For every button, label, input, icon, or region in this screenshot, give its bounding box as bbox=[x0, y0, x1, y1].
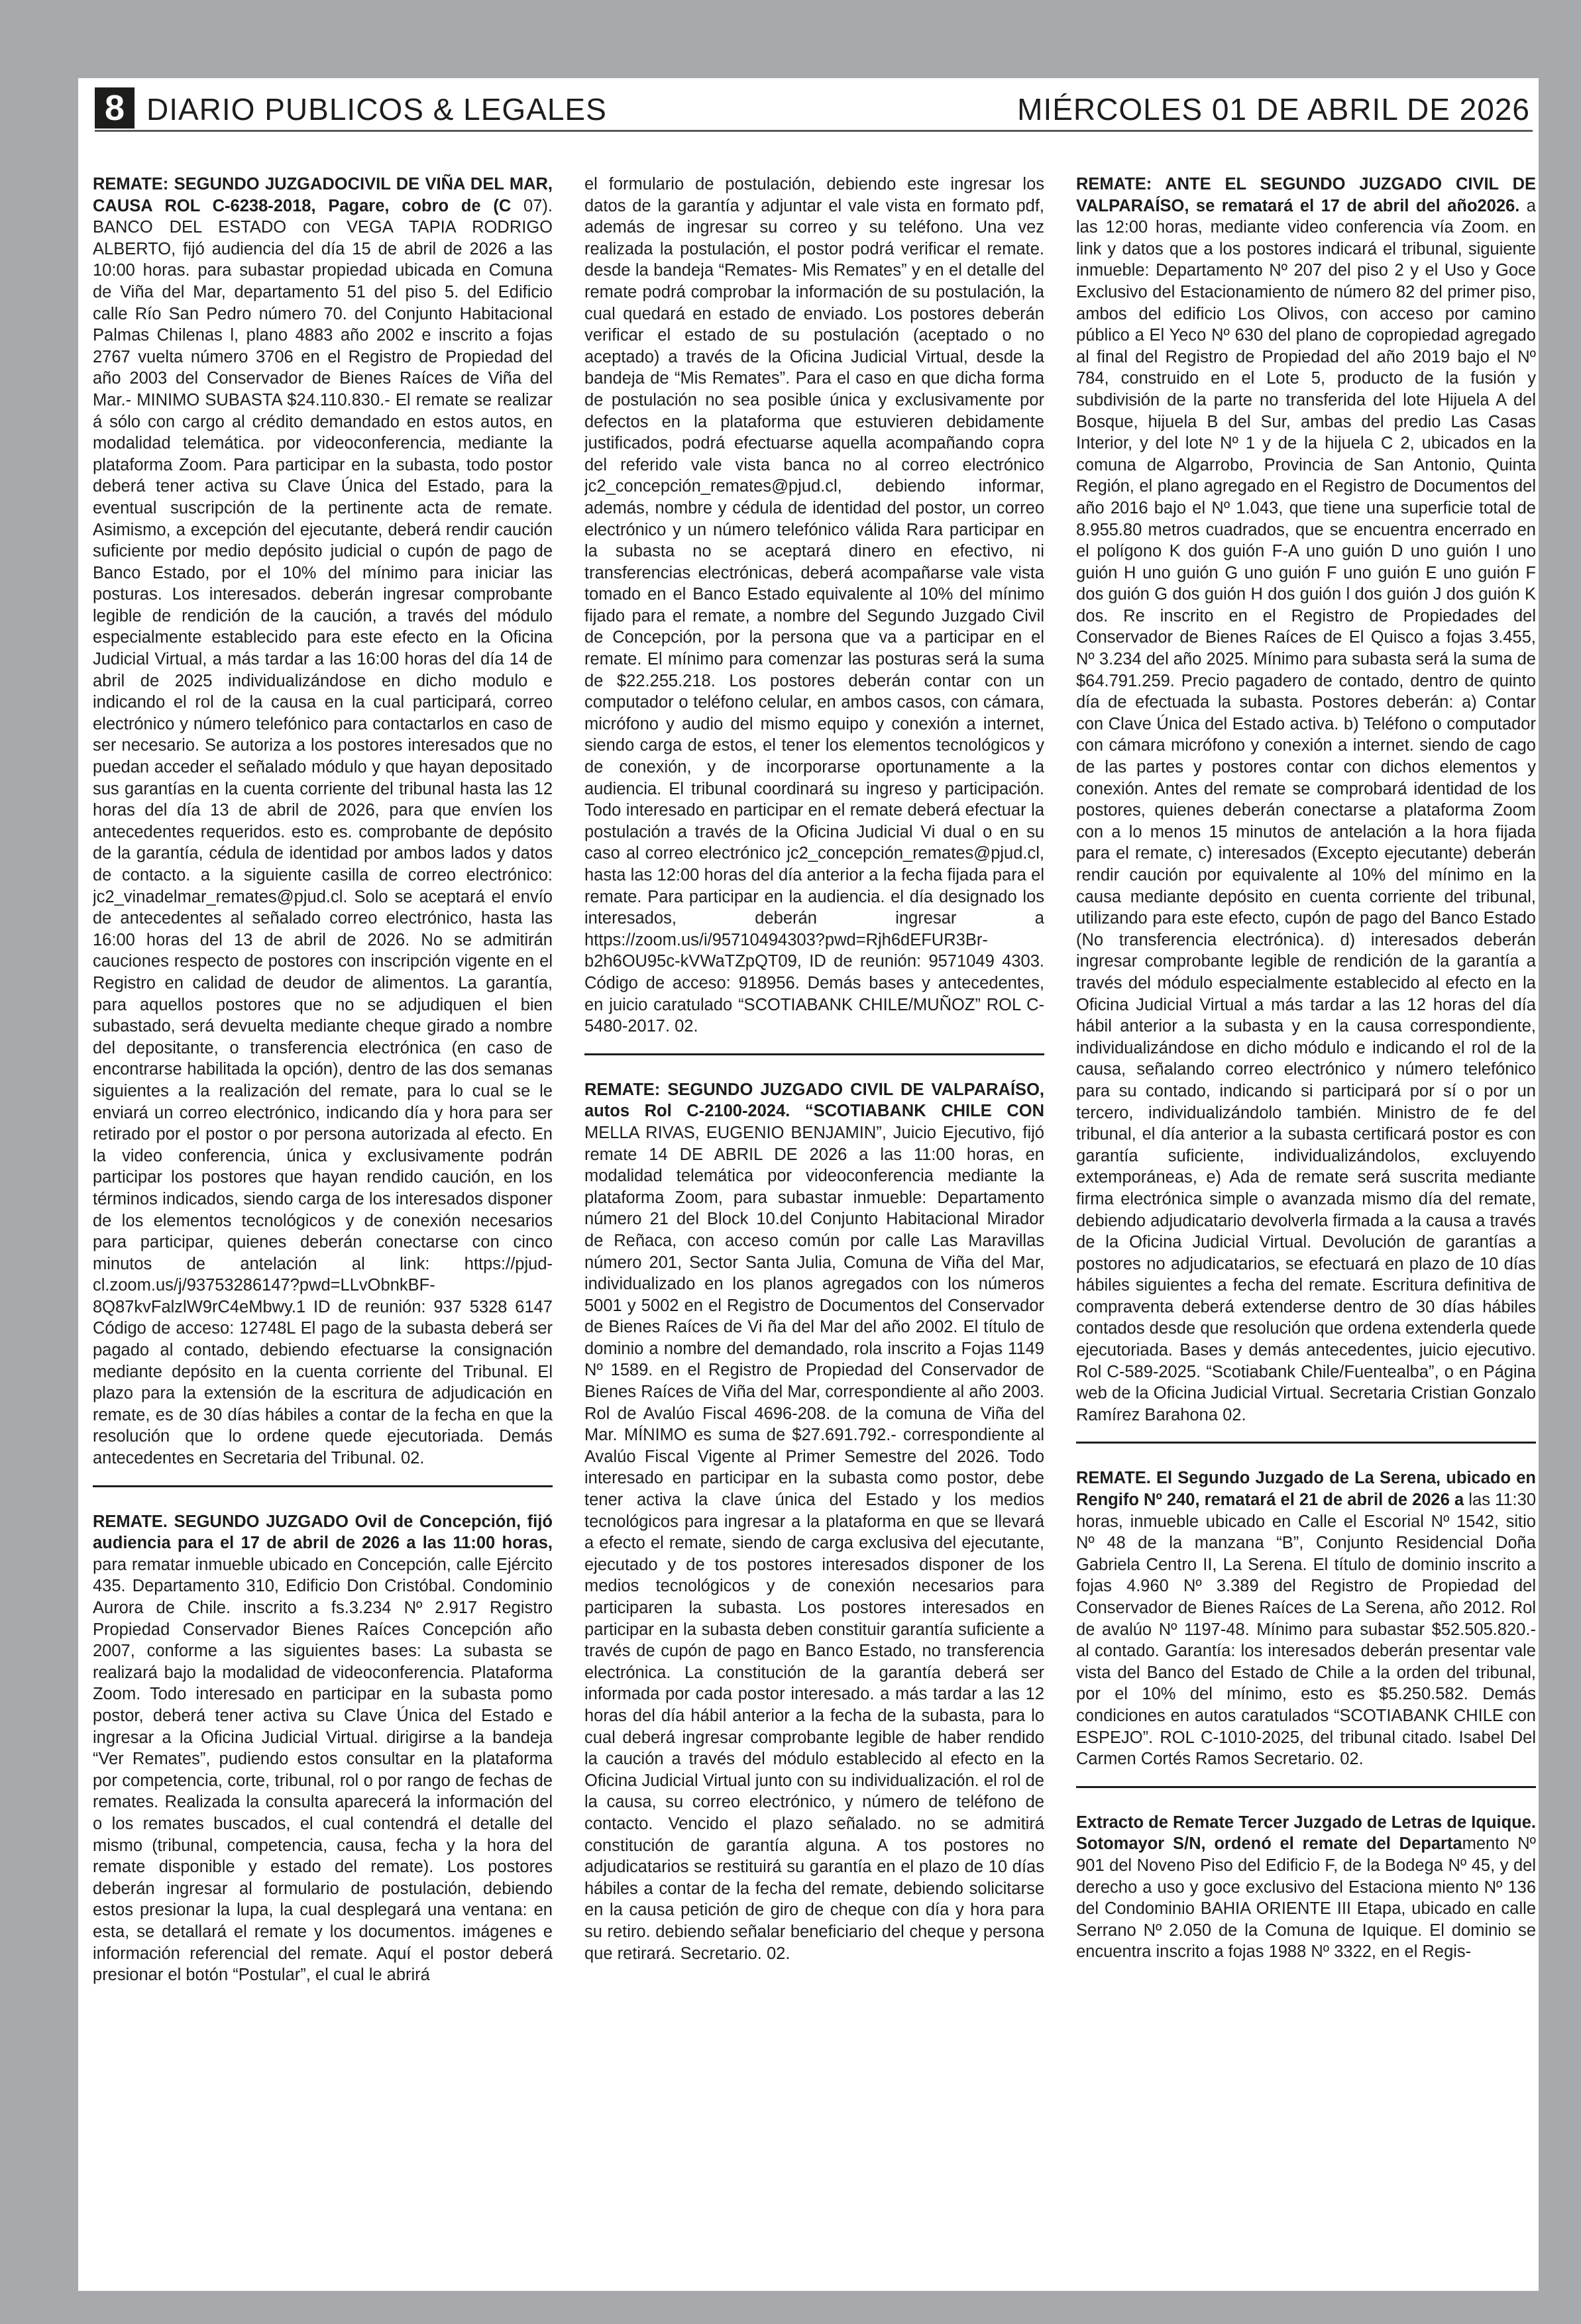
notice-heading: REMATE. El Segundo Juzgado de La Serena, ubicado en Rengifo Nº 240, rematará el 21 de abril de 2026 a bbox=[1076, 1469, 1536, 1510]
notice-text bbox=[93, 1511, 553, 1986]
notice-heading: REMATE: ANTE EL SEGUNDO JUZGADO CIVIL DE VALPARAÍSO, se rematará el 17 de abril del año2026. bbox=[1076, 175, 1536, 215]
notice-heading: REMATE: SEGUNDO JUZGADO CIVIL DE VALPARAÍSO, autos Rol C-2100-2024. “SCOTIABANK CHILE CON bbox=[584, 1080, 1044, 1121]
notice-body: a las 12:00 horas, mediante video conferencia vía Zoom. en link y datos que a los postores indicará el tribunal, siguiente inmueble: Departamento Nº 207 del piso 2 y el Uso y Goce Exclusivo del Estacionamiento de número 82 del primer piso, ambos del edificio Los Olivos, con acceso por camino público a El Yeco Nº 630 del plano de copropiedad agregado al final del Registro de Propiedad del año 2019 bajo el Nº 784, construido en el Lote 5, producto de la fusión y subdivisión de la parte no transferida del lote Hijuela A del Bosque, hijuela B del Sur, ambas del predio Las Casas Interior, y del lote Nº 1 y de la hijuela C 2, ubicados en la comuna de Algarrobo, Provincia de San Antonio, Quinta Región, el plano agregado en el Registro de Documentos del año 2016 bajo el Nº 1.043, que tiene una superficie total de 8.955.80 metros cuadrados, que se encuentra encerrado en el polígono K dos guión F-A uno guión D uno guión I uno guión H uno guión G uno guión F uno guión E uno guión F dos guión G dos guión H dos guión l dos guión J dos guión K dos. Re inscrito en el Registro de Propiedades del Conservador de Bienes Raíces de El Quisco a fojas 3.455, Nº 3.234 del año 2025. Mínimo para subasta será la suma de $64.791.259. Precio pagadero de contado, dentro de quinto día de efectuada la subasta. Postores deberán: a) Contar con Clave Única del Estado activa. b) Teléfono o computador con cámara micrófono y conexión a internet. siendo de cago de las partes y postores contar con dichos elementos y conexión. Antes del remate se comprobará identidad de los postores, quienes deberán conectarse a plataforma Zoom con a lo menos 15 minutos de antelación a la hora fijada para el remate, c) interesados (Excepto ejecutante) deberán rendir caución por equivalente al 10% del mínimo en la causa mediante depósito en cuenta corriente del tribunal, utilizando para este efecto, cupón de pago del Banco Estado (No transferencia electrónica). d) interesados deberán ingresar comprobante legible de rendición de la garantía a través del módulo especialmente establecido al efecto en la Oficina Judicial Virtual a más tardar a las 12 horas del día hábil anterior a la subasta y en la causa correspondiente, individualizándose en dicho módulo e indicando el rol de la causa, señalando correo electrónico y número telefónico para su contado, indicando si participará por sí o por un tercero, individualizándolo también. Ministro de fe del tribunal, el día anterior a la subasta certificará postor es con garantía suficiente, individualizándolos, excluyendo extemporáneas, e) Ada de remate será suscrita mediante firma electrónica simple o avanzada mismo día del remate, debiendo adjudicatario devolverla firmada a la causa a través de la Oficina Judicial Virtual. Devolución de garantías a postores no adjudicatarios, se efectuará en plazo de 10 días hábiles siguientes a fecha del remate. Escritura definitiva de compraventa deberá extenderse dentro de 30 días hábiles contados desde que resolución que ordena extenderla quede ejecutoriada. Bases y demás antecedentes, juicio ejecutivo. Rol C-589-2025. “Scotiabank Chile/Fuentealba”, o en Página web de la Oficina Judicial Virtual. Secretaria Cristian Gonzalo Ramírez Barahona 02. bbox=[1076, 196, 1536, 1424]
notice-text bbox=[93, 174, 553, 1469]
notice-iquique bbox=[1076, 1812, 1536, 1979]
notice-body: el formulario de postulación, debiendo este ingresar los datos de la garantía y adjuntar el vale vista en formato pdf, además de ingresar su correo y su teléfono. Una vez realizada la postulación, el postor podrá verificar el remate. desde la bandeja “Remates- Mis Remates” y en el detalle del remate podrá comprobar la información de su postulación, la cual quedará en estado de enviado. Los postores deberán verificar el estado de su postulación (aceptado o no aceptado) a través de la Oficina Judicial Virtual, desde la bandeja de “Mis Remates”. Para el caso en que dicha forma de postulación no sea posible única y exclusivamente por defectos en la plataforma que estuvieren debidamente justificados, podrá efectuarse aquella acompañando copra del referido vale vista banca no al correo electrónico jc2_concepción_remates@pjud.cl, debiendo informar, además, nombre y cédula de identidad del postor, un correo electrónico y un número telefónico válida Rara participar en la subasta no se aceptará dinero en efectivo, ni transferencias electrónicas, deberá acompañarse vale vista tomado en el Banco Estado equivalente al 10% del mínimo fijado para el remate, a nombre del Segundo Juzgado Civil de Concepción, por la persona que va a participar en el remate. El mínimo para comenzar las posturas será la suma de $22.255.218. Los postores deberán contar con un computador o teléfono celular, en ambos casos, con cámara, micrófono y audio del mismo equipo y conexión a internet, siendo carga de estos, el tener los elementos tecnológicos y de conexión, y de incorporarse oportunamente a la audiencia. El tribunal coordinará su ingreso y participación. Todo interesado en participar en el remate deberá efectuar la postulación a través de la Oficina Judicial Vi dual o en su caso al correo electrónico jc2_concepción_remates@pjud.cl, hasta las 12:00 horas del día anterior a la fecha fijada para el remate. Para participar en la audiencia. el día designado los interesados, deberán ingresar a https://zoom.us/i/95710494303?pwd=Rjh6dEFUR3Br-b2h6OU95c-kVWaTZpQT09, ID de reunión: 9571049 4303. Código de acceso: 918956. Demás bases y antecedentes, en juicio caratulado “SCOTIABANK CHILE/MUÑOZ” ROL C-5480-2017. 02. bbox=[584, 175, 1044, 1036]
notice-la-serena bbox=[1076, 1467, 1536, 1787]
page-header bbox=[95, 85, 1533, 132]
notice-heading: REMATE: SEGUNDO JUZGADOCIVIL DE VIÑA DEL MAR, CAUSA ROL C-6238-2018, Pagare, cobro de (C bbox=[93, 175, 553, 215]
notice-text bbox=[1076, 174, 1536, 1426]
notice-body: las 11:30 horas, inmueble ubicado en Calle el Escorial Nº 1542, sitio Nº 48 de la manzana “B”, Conjunto Residencial Doña Gabriela Centro II, La Serena. El título de dominio inscrito a fojas 4.960 Nº 3.389 del Registro de Propiedad del Conservador de Bienes Raíces de La Serena, año 2012. Rol de avalúo Nº 1197-48. Mínimo para subastar $52.505.820.- al contado. Garantía: los interesados deberán presentar vale vista del Banco del Estado de Chile a la orden del tribunal, por el 10% del mínimo, esto es $5.250.582. Demás condiciones en autos caratulados “SCOTIABANK CHILE con ESPEJO”. ROL C-1010-2025, del tribunal citado. Isabel Del Carmen Cortés Ramos Secretario. 02. bbox=[1076, 1491, 1536, 1769]
page-number: 8 bbox=[95, 87, 135, 129]
notice-text bbox=[584, 174, 1044, 1037]
notice-vina-del-mar-c6238 bbox=[93, 174, 553, 1487]
publication-name: DIARIO PUBLICOS & LEGALES bbox=[146, 92, 607, 127]
notice-body: 07). BANCO DEL ESTADO con VEGA TAPIA RODRIGO ALBERTO, fijó audiencia del día 15 de abril de 2026 a las 10:00 horas. para subastar propiedad ubicada en Comuna de Viña del Mar, departamento 51 del piso 5. del Edificio calle Río San Pedro número 70. del Conjunto Habitacional Palmas Chilenas l, plano 4883 año 2002 e inscrito a fojas 2767 vuelta número 3706 en el Registro de Propiedad del año 2003 del Conservador de Bienes Raíces de Viña del Mar.- MINIMO SUBASTA $24.110.830.- El remate se realizar á sólo con cargo al crédito demandado en estos autos, en modalidad telemática. por videoconferencia, mediante la plataforma Zoom. Para participar en la subasta, todo postor deberá tener activa su Clave Única del Estado, para la eventual suscripción de la pertinente acta de remate. Asimismo, a excepción del ejecutante, deberá rendir caución suficiente por medio depósito judicial o cupón de pago de Banco Estado, por el 10% del mínimo para iniciar las posturas. Los interesados. deberán ingresar comprobante legible de rendición de la caución, a través del módulo especialmente establecido para este efecto en la Oficina Judicial Virtual, a más tardar a las 16:00 horas del día 14 de abril de 2025 individualizándose en dicho modulo e indicando el rol de la causa en la cual participará, correo electrónico y número telefónico para contactarlos en caso de ser necesario. Se autoriza a los postores interesados que no puedan acceder el señalado módulo y que hayan depositado sus garantías en la cuenta corriente del tribunal hasta las 12 horas del día 13 de abril de 2026, para que envíen los antecedentes requeridos. esto es. comprobante de depósito de la garantía, cédula de identidad por ambos lados y datos de contacto. a la siguiente casilla de correo electrónico: jc2_vinadelmar_remates@pjud.cl. Solo se aceptará el envío de antecedentes al señalado correo electrónico, hasta las 16:00 horas del 13 de abril de 2026. No se admitirán cauciones respecto de postores con inscripción vigente en el Registro en calidad de deudor de alimentos. La garantía, para aquellos postores que no se adjudiquen el bien subastado, será devuelta mediante cheque girado a nombre del depositante, o transferencia electrónica (en caso de encontrarse habilitada la opción), dentro de las dos semanas siguientes a la realización del remate, para lo cual se le enviará un correo electrónico, indicando día y hora para ser retirado por el postor o por persona autorizada al efecto. En la video conferencia, única y exclusivamente podrán participar los postores que hayan rendido caución, en los términos indicados, siendo carga de los interesados disponer de los elementos tecnológicos y de conexión necesarios para participar, quienes deberán conectarse con cinco minutos de antelación al link: https://pjud-cl.zoom.us/j/93753286147?pwd=LLvObnkBF-8Q87kvFalzlW9rC4eMbwy.1 ID de reunión: 937 5328 6147 Código de acceso: 12748L El pago de la subasta deberá ser pagado al contado, debiendo efectuarse la consignación mediante depósito en la cuenta corriente del Tribunal. El plazo para la extensión de la escritura de adjudicación en remate, es de 30 días hábiles a contar de la fecha en que la resolución que lo ordene quede ejecutoriada. Demás antecedentes en Secretaria del Tribunal. 02. bbox=[93, 196, 553, 1468]
column-2 bbox=[584, 174, 1044, 2260]
column-1 bbox=[93, 174, 553, 2260]
notice-heading: Extracto de Remate Tercer Juzgado de Letras de Iquique. Sotomayor S/N, ordenó el remate del Departa bbox=[1076, 1813, 1536, 1854]
notice-body: mento Nº 901 del Noveno Piso del Edificio F, de la Bodega Nº 45, y del derecho a uso y goce exclusivo del Estaciona miento Nº 136 del Condominio BAHIA ORIENTE III Etapa, ubicado en calle Serrano Nº 2.050 de la Comuna de Iquique. El dominio se encuentra inscrito a fojas 1988 Nº 3322, en el Regis- bbox=[1076, 1834, 1536, 1962]
notice-text bbox=[1076, 1467, 1536, 1769]
notice-text bbox=[584, 1079, 1044, 1964]
notice-body: MELLA RIVAS, EUGENIO BENJAMIN”, Juicio Ejecutivo, fijó remate 14 DE ABRIL DE 2026 a las 11:00 horas, en modalidad telemática por videoconferencia mediante la plataforma Zoom, para subastar inmueble: Departamento número 21 del Block 10.del Conjunto Habitacional Mirador de Reñaca, con acceso común por calle Las Maravillas número 201, Sector Santa Julia, Comuna de Viña del Mar, individualizado en los planos agregados con los números 5001 y 5002 en el Registro de Documentos del Conservador de Bienes Raíces de Vi ña del Mar del año 2002. El título de dominio a nombre del demandado, rola inscrito a Fojas 1149 Nº 1589. en el Registro de Propiedad del Conservador de Bienes Raíces de Viña del Mar, correspondiente al año 2003. Rol de Avalúo Fiscal 4696-208. de la comuna de Viña del Mar. MÍNIMO es suma de $27.691.792.- correspondiente al Avalúo Fiscal Vigente al Primer Semestre del 2026. Todo interesado en participar en la subasta como postor, debe tener activa la clave única del Estado y los medios tecnológicos para ingresar a la plataforma en que se llevará a efecto el remate, siendo de carga exclusiva del ejecutante, ejecutado y de tos postores interesados disponer de los medios tecnológicos y de conexión necesarios para participaren la subasta. Los postores interesados en participar en la subasta deben constituir garantía suficiente a través de cupón de pago en Banco Estado, no transferencia electrónica. La constitución de la garantía deberá ser informada por cada postor interesado. a más tardar a las 12 horas del día hábil anterior a la fecha de la subasta, para lo cual deberá ingresar comprobante legible de haber rendido la caución a través del módulo establecido al efecto en la Oficina Judicial Virtual junto con su individualización. el rol de la causa, su correo electrónico, y número de teléfono de contacto. Vencido el plazo señalado. no se admitirá constitución de garantía alguna. A tos postores no adjudicatarios se restituirá su garantía en el plazo de 10 días hábiles a contar de la fecha del remate, debiendo solicitarse en la causa petición de giro de cheque con día y hora para su retiro. debiendo señalar beneficiario del cheque y persona que retirará. Secretario. 02. bbox=[584, 1123, 1044, 1963]
notice-valparaiso-c589 bbox=[1076, 174, 1536, 1444]
notice-heading: REMATE. SEGUNDO JUZGADO Ovil de Concepción, fijó audiencia para el 17 de abril de 2026 a las 11:00 horas, bbox=[93, 1512, 553, 1553]
notice-valparaiso-c2100 bbox=[584, 1079, 1044, 1980]
notice-text bbox=[1076, 1812, 1536, 1963]
notice-concepcion-continued bbox=[584, 174, 1044, 1055]
notice-body: para rematar inmueble ubicado en Concepción, calle Ejército 435. Departamento 310, Edificio Don Cristóbal. Condominio Aurora de Chile. inscrito a fs.3.234 Nº 2.917 Registro Propiedad Conservador Bienes Raíces Concepción año 2007, conforme a las siguientes bases: La subasta se realizará bajo la modalidad de videoconferencia. Plataforma Zoom. Todo interesado en participar en la subasta pomo postor, deberá tener activa su Clave Única del Estado e ingresar a la Oficina Judicial Virtual. dirigirse a la bandeja “Ver Remates”, pudiendo estos consultar en la plataforma por competencia, corte, tribunal, rol o por rango de fechas de remates. Realizada la consulta aparecerá la información del o los remates buscados, el cual contendrá el detalle del mismo (tribunal, competencia, causa, fecha y la hora del remate disponible y estado del remate). Los postores deberán ingresar al formulario de postulación, debiendo estos presionar la lupa, la cual desplegará una ventana: en esta, se detallará el remate y los documentos. imágenes e información referencial del remate. Aquí el postor deberá presionar el botón “Postular”, el cual le abrirá bbox=[93, 1555, 553, 1985]
column-3 bbox=[1076, 174, 1536, 2260]
notice-concepcion bbox=[93, 1511, 553, 2002]
publication-date: MIÉRCOLES 01 DE ABRIL DE 2026 bbox=[1017, 92, 1530, 127]
